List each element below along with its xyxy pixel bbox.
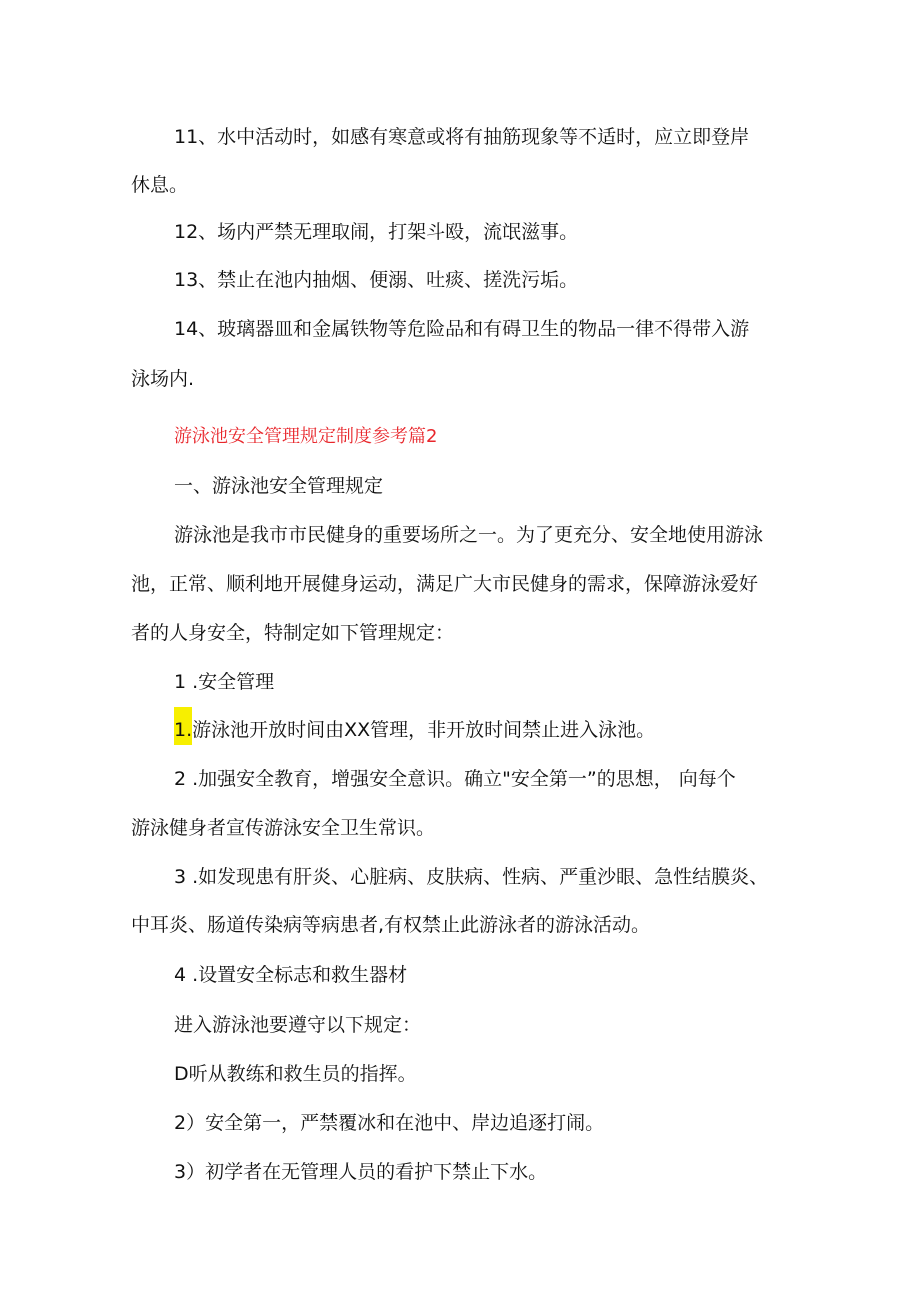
rule-3: 3）初学者在无管理人员的看护下禁止下水。 bbox=[174, 1161, 548, 1183]
rule-1: D听从教练和救生员的指挥。 bbox=[174, 1063, 417, 1085]
item-14-line-2: 泳场内. bbox=[131, 368, 195, 390]
intro-line-1: 游泳池是我市市民健身的重要场所之一。为了更充分、安全地使用游泳 bbox=[174, 524, 764, 546]
item-14-line-1: 14、玻璃器皿和金属铁物等危险品和有碍卫生的物品一律不得带入游 bbox=[174, 318, 750, 340]
highlight-mark: 1. bbox=[174, 707, 192, 745]
intro-line-3: 者的人身安全，特制定如下管理规定： bbox=[131, 622, 455, 644]
rule-2: 2）安全第一，严禁覆冰和在池中、岸边追逐打闹。 bbox=[174, 1112, 605, 1134]
item-12: 12、场内严禁无理取闹，打架斗殴，流氓滋事。 bbox=[174, 221, 579, 243]
item-11-line-1: 11、水中活动时，如感有寒意或将有抽筋现象等不适时，应立即登岸 bbox=[174, 126, 750, 148]
item-13: 13、禁止在池内抽烟、便溺、吐痰、搓洗污垢。 bbox=[174, 269, 579, 291]
intro-line-2: 池，正常、顺利地开展健身运动，满足广大市民健身的需求，保障游泳爱好 bbox=[131, 573, 759, 595]
sub-3-line-1: 3 .如发现患有肝炎、心脏病、皮肤病、性病、严重沙眼、急性结膜炎、 bbox=[174, 866, 769, 888]
sub-1-item bbox=[174, 717, 655, 745]
rules-intro: 进入游泳池要遵守以下规定： bbox=[174, 1014, 422, 1036]
sub-1-item-text: 游泳池开放时间由XX管理，非开放时间禁止进入泳池。 bbox=[192, 719, 656, 741]
section-title: 游泳池安全管理规定制度参考篇2 bbox=[174, 426, 438, 447]
sub-3-line-2: 中耳炎、肠道传染病等病患者,有权禁止此游泳者的游泳活动。 bbox=[131, 914, 651, 936]
sub-4-heading: 4 .设置安全标志和救生器材 bbox=[174, 964, 408, 986]
part-1-heading: 一、游泳池安全管理规定 bbox=[174, 475, 384, 497]
sub-2-line-1: 2 .加强安全教育，增强安全意识。确立"安全第一”的思想， 向每个 bbox=[174, 768, 736, 790]
sub-1-heading: 1 .安全管理 bbox=[174, 671, 275, 693]
item-11-line-2: 休息。 bbox=[131, 174, 189, 196]
sub-2-line-2: 游泳健身者宣传游泳安全卫生常识。 bbox=[131, 817, 436, 839]
